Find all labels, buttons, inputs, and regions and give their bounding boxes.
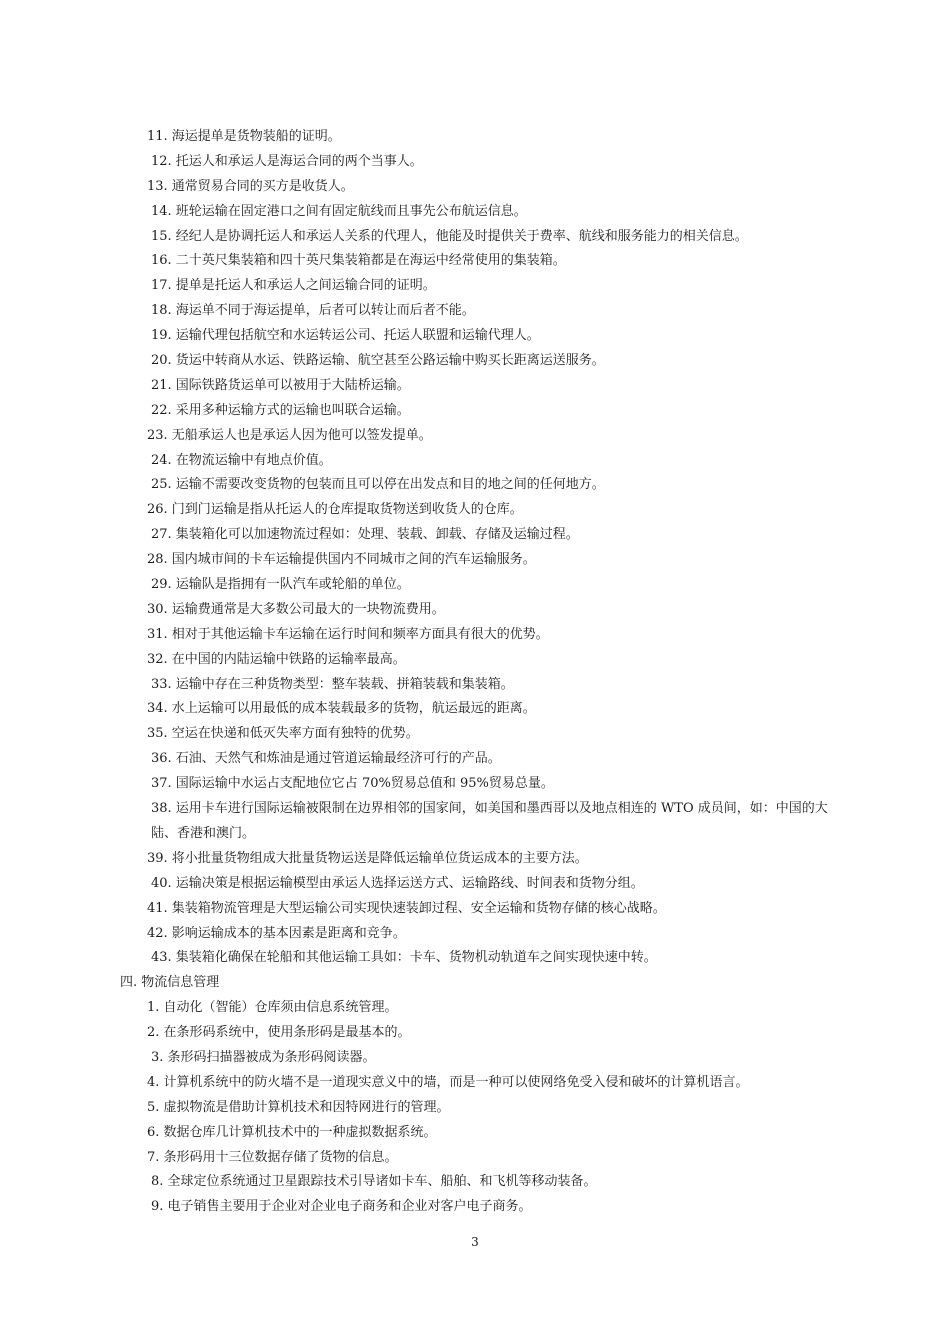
list-item: 12. 托运人和承运人是海运合同的两个当事人。 (151, 153, 423, 169)
list-item: 26. 门到门运输是指从托运人的仓库提取货物送到收货人的仓库。 (147, 502, 523, 518)
list-item: 17. 提单是托运人和承运人之间运输合同的证明。 (151, 278, 436, 294)
list-item: 32. 在中国的内陆运输中铁路的运输率最高。 (147, 651, 406, 667)
list-item: 1. 自动化（智能）仓库须由信息系统管理。 (147, 1000, 398, 1016)
list-item: 39. 将小批量货物组成大批量货物运送是降低运输单位货运成本的主要方法。 (147, 850, 588, 866)
list-item: 4. 计算机系统中的防火墙不是一道现实意义中的墙，而是一种可以使网络免受入侵和破坏的计算机语言。 (147, 1074, 749, 1090)
list-item: 2. 在条形码系统中，使用条形码是最基本的。 (147, 1025, 411, 1041)
list-item: 20. 货运中转商从水运、铁路运输、航空甚至公路运输中购买长距离运送服务。 (151, 353, 605, 369)
list-item: 8. 全球定位系统通过卫星跟踪技术引导诸如卡车、船舶、和飞机等移动装备。 (151, 1174, 597, 1190)
list-item: 30. 运输费通常是大多数公司最大的一块物流费用。 (147, 601, 445, 617)
list-item: 35. 空运在快递和低灭失率方面有独特的优势。 (147, 726, 419, 742)
list-item: 14. 班轮运输在固定港口之间有固定航线而且事先公布航运信息。 (151, 203, 527, 219)
list-item: 7. 条形码用十三位数据存储了货物的信息。 (147, 1149, 398, 1165)
list-item: 25. 运输不需要改变货物的包装而且可以停在出发点和目的地之间的任何地方。 (151, 477, 605, 493)
page-content (115, 125, 845, 1220)
list-item: 16. 二十英尺集装箱和四十英尺集装箱都是在海运中经常使用的集装箱。 (151, 253, 566, 269)
list-item: 37. 国际运输中水运占支配地位它占 70%贸易总值和 95%贸易总量。 (151, 776, 554, 792)
list-item: 3. 条形码扫描器被成为条形码阅读器。 (151, 1049, 376, 1065)
list-item: 21. 国际铁路货运单可以被用于大陆桥运输。 (151, 377, 410, 393)
list-item: 29. 运输队是指拥有一队汽车或轮船的单位。 (151, 577, 410, 593)
list-item: 15. 经纪人是协调托运人和承运人关系的代理人，他能及时提供关于费率、航线和服务能力的相关信息。 (151, 228, 748, 244)
list-item: 18. 海运单不同于海运提单，后者可以转让而后者不能。 (151, 303, 475, 319)
page-number: 3 (471, 1235, 479, 1249)
list-item: 43. 集装箱化确保在轮船和其他运输工具如：卡车、货物机动轨道车之间实现快速中转。 (151, 950, 657, 966)
list-item: 24. 在物流运输中有地点价值。 (151, 452, 332, 468)
list-item: 6. 数据仓库几计算机技术中的一种虚拟数据系统。 (147, 1124, 437, 1140)
list-item: 28. 国内城市间的卡车运输提供国内不同城市之间的汽车运输服务。 (147, 552, 536, 568)
list-item: 34. 水上运输可以用最低的成本装载最多的货物，航运最远的距离。 (147, 701, 536, 717)
list-item: 13. 通常贸易合同的买方是收货人。 (147, 178, 354, 194)
list-item: 38. 运用卡车进行国际运输被限制在边界相邻的国家间，如美国和墨西哥以及地点相连的 WTO 成员间，如：中国的大陆、香港和澳门。 (151, 801, 828, 841)
list-item: 19. 运输代理包括航空和水运转运公司、托运人联盟和运输代理人。 (151, 328, 540, 344)
list-item: 22. 采用多种运输方式的运输也叫联合运输。 (151, 402, 410, 418)
list-item: 5. 虚拟物流是借助计算机技术和因特网进行的管理。 (147, 1099, 450, 1115)
list-item: 23. 无船承运人也是承运人因为他可以签发提单。 (147, 427, 432, 443)
list-item: 40. 运输决策是根据运输模型由承运人选择运送方式、运输路线、时间表和货物分组。 (151, 875, 644, 891)
list-item: 27. 集装箱化可以加速物流过程如：处理、装载、卸载、存储及运输过程。 (151, 527, 579, 543)
list-item: 36. 石油、天然气和炼油是通过管道运输最经济可行的产品。 (151, 751, 501, 767)
list-item: 31. 相对于其他运输卡车运输在运行时间和频率方面具有很大的优势。 (147, 626, 549, 642)
list-item: 41. 集装箱物流管理是大型运输公司实现快速装卸过程、安全运输和货物存储的核心战略。 (147, 900, 666, 916)
list-item: 11. 海运提单是货物装船的证明。 (147, 129, 341, 144)
list-item: 33. 运输中存在三种货物类型：整车装载、拼箱装载和集装箱。 (151, 676, 514, 692)
section-heading: 四. 物流信息管理 (120, 975, 220, 991)
list-item: 42. 影响运输成本的基本因素是距离和竞争。 (147, 925, 406, 941)
list-item: 9. 电子销售主要用于企业对企业电子商务和企业对客户电子商务。 (151, 1199, 532, 1215)
